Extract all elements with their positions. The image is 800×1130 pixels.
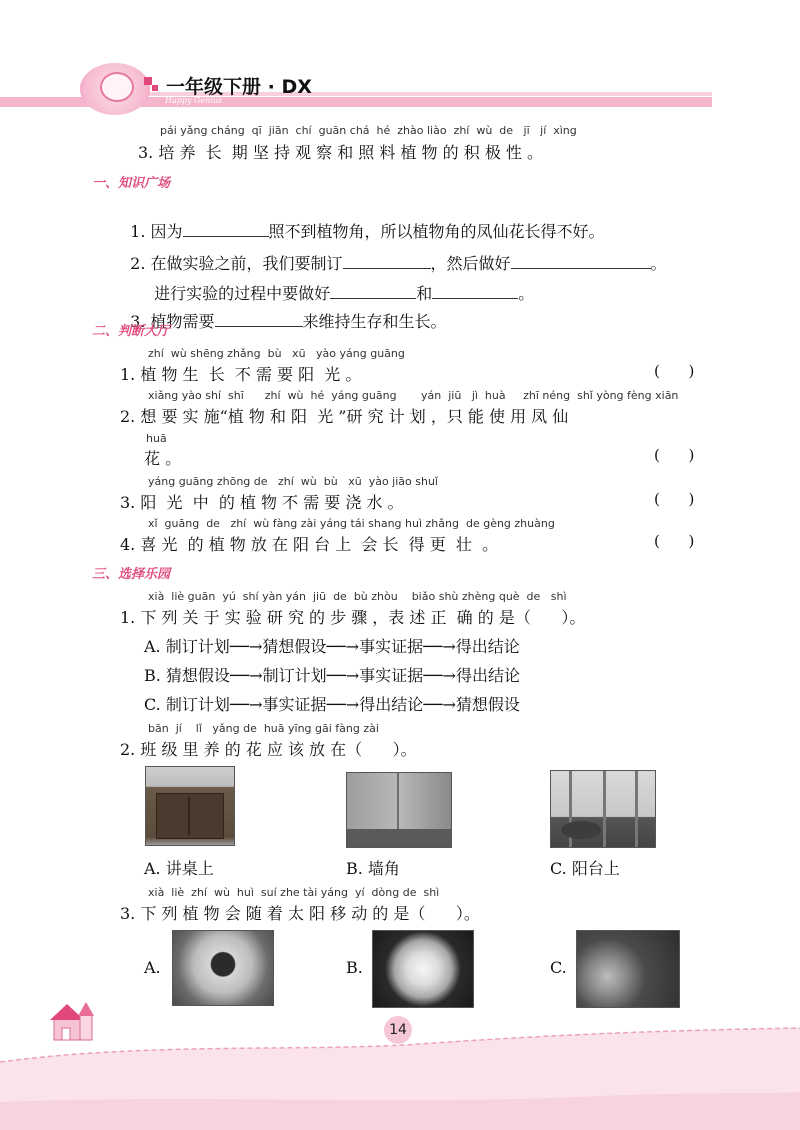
choice-1-option-a[interactable]: A. 制订计划──→猜想假设──→事实证据──→得出结论 [144, 637, 520, 656]
judge-3-text: 3. 阳 光 中 的 植 物 不 需 要 浇 水 。 [120, 493, 404, 512]
choice-1-pinyin: xià liè guān yú shí yàn yán jiū de bù zhòu biǎo shù zhèng què de shì [148, 590, 567, 603]
fill-q2-cont-prefix: 进行实验的过程中要做好 [154, 284, 331, 303]
square-bullet-icon [144, 77, 152, 85]
series-subtitle: Happy Genius [165, 96, 223, 105]
page-number: 14 [384, 1016, 412, 1044]
judge-3-answer[interactable]: ( ) [654, 490, 695, 508]
choice-2-option-b[interactable]: B. 墙角 [346, 859, 400, 878]
choice-2-option-a[interactable]: A. 讲桌上 [144, 859, 214, 878]
judge-2-answer[interactable]: ( ) [654, 446, 695, 464]
judge-4-text: 4. 喜 光 的 植 物 放 在 阳 台 上 会 长 得 更 壮 。 [120, 535, 499, 554]
book-title: 一年级下册 · DX [166, 76, 312, 98]
choice-3-text: 3. 下 列 植 物 会 随 着 太 阳 移 动 的 是（ ）。 [120, 904, 480, 923]
choice-1-option-c[interactable]: C. 制订计划──→事实证据──→得出结论──→猜想假设 [144, 695, 520, 714]
choice-1-text: 1. 下 列 关 于 实 验 研 究 的 步 骤 ，表 述 正 确 的 是（ ）。 [120, 608, 586, 627]
judge-4-answer[interactable]: ( ) [654, 532, 695, 550]
intro-pinyin: pái yǎng cháng qī jiān chí guān chá hé zhào liào zhí wù de jī jí xìng [160, 124, 577, 137]
flower-bush-photo[interactable] [576, 930, 680, 1008]
choice-1-option-b[interactable]: B. 猜想假设──→制订计划──→事实证据──→得出结论 [144, 666, 520, 685]
judge-2b-pinyin: huā [146, 432, 167, 445]
fill-q2-cont-end: 。 [518, 284, 535, 303]
choice-3-option-c[interactable]: C. [550, 958, 567, 977]
sunflower-photo[interactable] [172, 930, 274, 1006]
choice-3-option-a[interactable]: A. [144, 958, 161, 977]
choice-3-pinyin: xià liè zhí wù huì suí zhe tài yáng yí dòng de shì [148, 886, 440, 899]
fill-q1-suffix: 照不到植物角，所以植物角的凤仙花长得不好。 [268, 222, 605, 241]
fill-q1-prefix: 1. 因为 [130, 222, 183, 241]
square-bullet-small-icon [152, 85, 158, 91]
fill-q3-blank[interactable] [215, 312, 303, 327]
judge-2b-text: 花 。 [144, 449, 182, 468]
camellia-photo[interactable] [372, 930, 474, 1008]
judge-2-pinyin: xiǎng yào shí shī zhí wù hé yáng guāng yán jiū jì huà zhī néng shǐ yòng fèng xiān [148, 389, 679, 402]
bunny-face-icon [100, 72, 134, 102]
choice-2-option-c[interactable]: C. 阳台上 [550, 859, 620, 878]
intro-text: 3. 培 养 长 期 坚 持 观 察 和 照 料 植 物 的 积 极 性 。 [138, 143, 543, 162]
fill-q2-end: 。 [650, 254, 667, 273]
choice-2-pinyin: bān jí lǐ yǎng de huā yīng gāi fàng zài [148, 722, 379, 735]
choice-2-text: 2. 班 级 里 养 的 花 应 该 放 在（ ）。 [120, 740, 417, 759]
judge-1-text: 1. 植 物 生 长 不 需 要 阳 光 。 [120, 365, 362, 384]
section-choice-title: 三、选择乐园 [92, 567, 171, 582]
wall-corner-photo[interactable] [346, 772, 452, 848]
fill-q2-and: 和 [416, 284, 433, 303]
fill-q2-prefix: 2. 在做实验之前，我们要制订 [130, 254, 343, 273]
fill-q3-prefix: 3. 植物需要 [130, 312, 215, 331]
choice-3-option-b[interactable]: B. [346, 958, 363, 977]
balcony-photo[interactable] [550, 770, 656, 848]
fill-q3-suffix: 来维持生存和生长。 [302, 312, 447, 331]
fill-q2-mid: ，然后做好 [430, 254, 511, 273]
section-knowledge-title: 一、知识广场 [92, 176, 171, 191]
section-judge-title: 二、判断大厅 [92, 324, 171, 339]
judge-1-answer[interactable]: ( ) [654, 362, 695, 380]
judge-3-pinyin: yáng guāng zhōng de zhí wù bù xū yào jiāo shuǐ [148, 475, 438, 488]
judge-1-pinyin: zhí wù shēng zhǎng bù xū yào yáng guāng [148, 347, 405, 360]
judge-2-text: 2. 想 要 实 施“植 物 和 阳 光 ”研 究 计 划 ，只 能 使 用 凤 仙 [120, 407, 569, 426]
house-icon [40, 996, 110, 1046]
judge-4-pinyin: xǐ guāng de zhí wù fàng zài yáng tái shang huì zhǎng de gèng zhuàng [148, 517, 555, 530]
podium-photo[interactable] [145, 766, 235, 846]
